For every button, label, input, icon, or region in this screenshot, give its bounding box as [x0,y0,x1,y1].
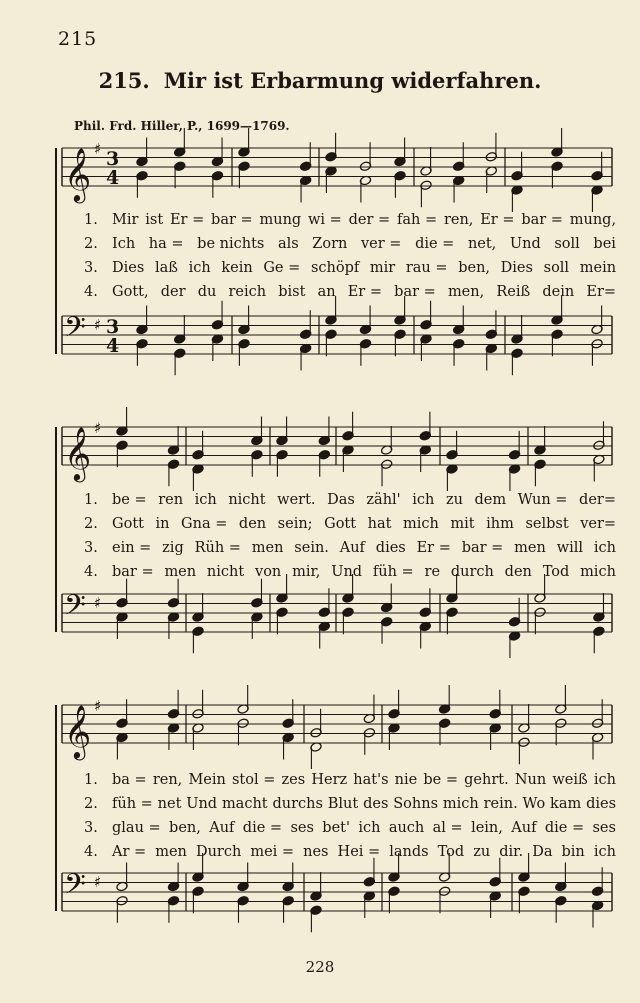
lyric-syllable: Und [331,564,363,580]
lyric-syllable: men, [447,284,485,300]
hymn-title-text: Mir ist Erbarmung widerfahren. [163,68,542,93]
lyric-syllable: laß [154,260,178,276]
lyric-syllable: hat's [353,772,389,788]
composer-credit: Phil. Frd. Hiller, P., 1699—1769. [74,119,290,133]
lyric-syllable: zu [445,492,463,508]
lyric-syllable: nicht [206,564,245,580]
lyric-syllable: ich [593,772,616,788]
lyric-syllable: an [317,284,336,300]
lyric-syllable: stol = [231,772,276,788]
lyric-syllable: ich [593,540,616,556]
lyric-syllable: mein [579,260,617,276]
lyric-syllable: ba = [112,772,147,788]
lyric-syllable: Ge = [263,260,301,276]
lyric-syllable: hat [367,516,392,532]
lyric-syllable: die = [242,820,283,836]
lyric-syllable: schöpf [310,260,360,276]
lyric-syllable: ben, [458,260,491,276]
lyric-syllable: durch [450,564,494,580]
lyric-syllable: ver= [580,516,617,532]
lyric-syllable: net [157,796,182,812]
lyric-syllable: Tod [437,844,465,860]
lyric-syllable: Mein [188,772,226,788]
lyric-syllable: zu [473,844,491,860]
lyric-syllable: men [164,564,197,580]
lyric-syllable: lein, [471,820,503,836]
lyric-syllable: füh = [112,796,153,812]
sharp-icon: ♯ [94,316,102,334]
verse-number: 1. [84,772,98,788]
lyric-syllable: ses [290,820,314,836]
lyric-syllable: der = [348,212,391,228]
lyric-syllable: mei = [250,844,295,860]
lyric-syllable: ses [592,820,616,836]
lyric-syllable: Rüh = [194,540,241,556]
verse-number: 2. [84,516,98,532]
lyric-syllable: in [155,516,170,532]
lyric-syllable: Herz [311,772,348,788]
lyric-syllable: kam [550,796,582,812]
lyric-syllable: bei [593,236,616,252]
lyric-syllable: Dies [500,260,533,276]
lyric-syllable: bar = [211,212,253,228]
lyric-line [84,260,616,276]
lyric-syllable: Dies [112,260,145,276]
lyric-syllable: Auf [209,820,235,836]
lyric-line [84,772,616,788]
lyric-syllable: mir, [292,564,321,580]
hymn-number: 215. [98,68,150,93]
lyric-syllable: mit [450,516,475,532]
lyric-syllable: Und [186,796,218,812]
lyric-syllable: ihm [486,516,514,532]
lyric-syllable: Wun = [517,492,568,508]
lyric-syllable: du [197,284,217,300]
lyric-syllable: ren, [443,212,474,228]
lyric-syllable: be nichts [197,236,265,252]
sharp-icon: ♯ [94,140,102,158]
lyric-syllable: bar = [112,564,154,580]
lyric-line [84,284,616,300]
lyric-syllable: Er = [347,284,382,300]
lyric-syllable: nicht [228,492,266,508]
lyric-syllable: glau = [112,820,161,836]
lyric-syllable: Da [532,844,553,860]
time-signature-top: 3 [106,316,120,338]
lyric-syllable: ver = [360,236,402,252]
lyric-syllable: Gna = [181,516,228,532]
lyric-syllable: mich [402,516,439,532]
lyric-syllable: ben, [169,820,201,836]
lyric-syllable: mich [442,796,479,812]
lyric-syllable: ren [158,492,184,508]
lyric-syllable: auch [388,820,425,836]
sharp-icon: ♯ [94,594,102,612]
lyric-syllable: füh = [372,564,414,580]
lyric-syllable: be = [112,492,147,508]
lyric-syllable: die = [415,236,455,252]
lyric-syllable: den [238,516,267,532]
lyric-syllable: den [504,564,532,580]
lyric-syllable: wert. [277,492,316,508]
bass-clef-icon: 𝄢 [64,868,86,908]
lyric-line [84,844,616,860]
treble-clef-icon: 𝄞 [64,426,92,480]
lyric-line [84,516,616,532]
lyric-syllable: kein [221,260,253,276]
lyric-syllable: wi = [308,212,342,228]
lyric-syllable: nie [394,772,418,788]
lyric-syllable: von [255,564,282,580]
lyric-syllable: Zorn [312,236,348,252]
verse-number: 3. [84,540,98,556]
lyric-syllable: ich [358,820,381,836]
lyric-syllable: ich [412,492,435,508]
lyric-syllable: gehrt. [464,772,509,788]
lyric-line [84,540,616,556]
lyric-syllable: dies [586,796,617,812]
lyric-syllable: Auf [511,820,537,836]
lyric-syllable: Das [327,492,355,508]
lyric-syllable: die = [544,820,585,836]
sharp-icon: ♯ [94,873,102,891]
lyric-syllable: zähl' [366,492,401,508]
lyric-syllable: Gott [324,516,357,532]
time-signature-top: 3 [106,148,120,170]
lyric-syllable: dies [375,540,406,556]
lyric-syllable: will [556,540,584,556]
time-signature-bottom: 4 [106,335,120,357]
verse-number: 2. [84,236,98,252]
lyric-syllable: bin [561,844,585,860]
lyric-syllable: men [251,540,284,556]
lyric-syllable: Nun [514,772,547,788]
lyric-syllable: Reiß [496,284,531,300]
lyric-syllable: bar = [394,284,436,300]
lyric-syllable: men [514,540,546,556]
lyric-syllable: Ar = [112,844,147,860]
lyric-syllable: dem [474,492,507,508]
lyric-syllable: Er = [416,540,451,556]
time-signature-bottom: 4 [106,167,120,189]
folio-number: 228 [305,958,335,976]
lyric-syllable: ich [194,492,217,508]
lyric-syllable: Und [509,236,541,252]
lyric-syllable: bet' [322,820,350,836]
bass-clef-icon: 𝄢 [64,311,86,351]
lyric-syllable: ha = [148,236,184,252]
lyric-syllable: al = [432,820,463,836]
lyric-syllable: dir. [499,844,524,860]
sharp-icon: ♯ [94,419,102,437]
verse-number: 2. [84,796,98,812]
lyric-syllable: mung [259,212,302,228]
sharp-icon: ♯ [94,697,102,715]
lyric-syllable: Mir [112,212,139,228]
verse-number: 3. [84,820,98,836]
lyric-syllable: reich [228,284,267,300]
lyric-syllable: men [155,844,187,860]
lyric-syllable: net, [467,236,497,252]
verse-number: 3. [84,260,98,276]
lyric-syllable: Auf [339,540,365,556]
page-number: 215 [58,28,98,50]
lyric-syllable: Ich [112,236,136,252]
lyric-syllable: ich [188,260,211,276]
lyric-syllable: sein. [294,540,329,556]
treble-clef-icon: 𝄞 [64,704,92,758]
lyric-line [84,492,616,508]
lyric-syllable: bar = [461,540,504,556]
lyric-syllable: be = [423,772,458,788]
lyric-syllable: Wo [522,796,546,812]
lyric-syllable: der [160,284,186,300]
lyric-syllable: der= [579,492,616,508]
bass-clef-icon: 𝄢 [64,589,86,629]
lyric-syllable: des [363,796,389,812]
treble-clef-icon: 𝄞 [64,147,92,201]
lyric-syllable: Durch [195,844,242,860]
lyric-line [84,796,616,812]
lyric-syllable: ein = [112,540,152,556]
lyric-syllable: bist [278,284,306,300]
lyric-syllable: rein. [483,796,518,812]
lyric-syllable: Er = [169,212,205,228]
lyric-syllable: mir [369,260,396,276]
lyric-line [84,820,616,836]
lyric-syllable: Gott [112,516,144,532]
lyric-syllable: soll [543,260,570,276]
lyric-syllable: zig [162,540,184,556]
lyric-syllable: sein; [277,516,313,532]
lyric-syllable: bar = [521,212,563,228]
lyric-syllable: ist [145,212,164,228]
lyric-syllable: Blut [327,796,359,812]
lyric-syllable: re [424,564,441,580]
lyric-syllable: Sohns [393,796,439,812]
verse-number: 1. [84,492,98,508]
verse-number: 4. [84,564,98,580]
verse-number: 1. [84,212,98,228]
lyric-line [84,212,616,228]
verse-number: 4. [84,844,98,860]
lyric-line [84,564,616,580]
lyric-syllable: weiß [552,772,588,788]
lyric-syllable: mung, [569,212,617,228]
lyric-syllable: ren, [152,772,183,788]
lyric-syllable: Er= [586,284,617,300]
lyric-syllable: soll [554,236,580,252]
lyric-syllable: Gott, [112,284,149,300]
lyric-syllable: als [277,236,299,252]
lyric-syllable: durchs [272,796,323,812]
lyric-syllable: mich [580,564,616,580]
lyric-syllable: Hei = [337,844,381,860]
lyric-syllable: ich [593,844,616,860]
lyric-syllable: selbst [525,516,569,532]
lyric-syllable: Tod [542,564,570,580]
lyric-syllable: rau = [405,260,448,276]
lyric-syllable: zes [281,772,306,788]
lyric-syllable: Er = [480,212,515,228]
lyric-syllable: dein [542,284,575,300]
lyric-line [84,236,616,252]
lyric-syllable: lands [389,844,429,860]
lyric-syllable: fah = [397,212,438,228]
lyric-syllable: nes [303,844,329,860]
lyric-syllable: macht [221,796,268,812]
verse-number: 4. [84,284,98,300]
